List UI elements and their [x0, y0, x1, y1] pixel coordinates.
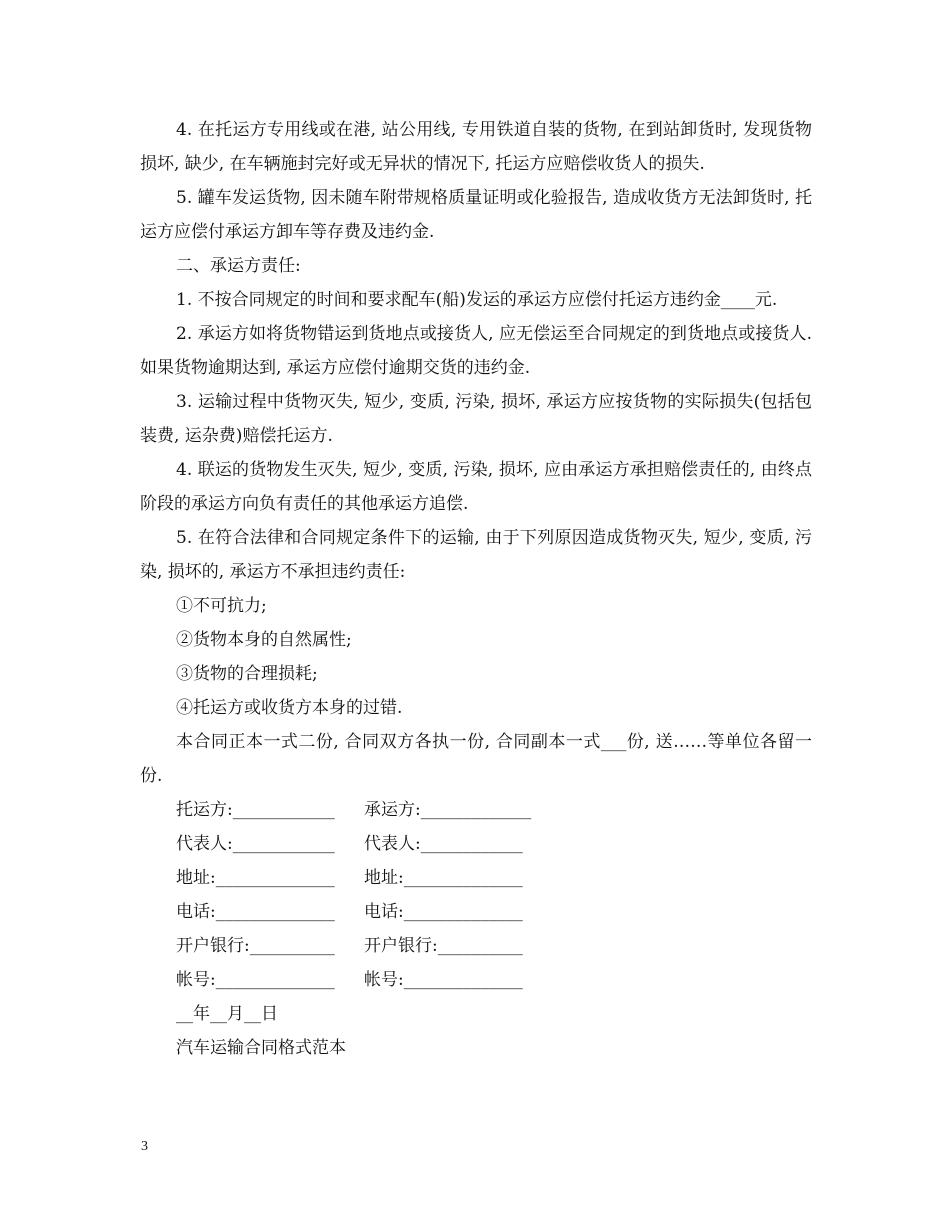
date-line: __年__月__日 — [176, 1004, 278, 1024]
signature-row — [140, 929, 812, 963]
clause-paragraph: 4. 联运的货物发生灭失, 短少, 变质, 污染, 损坏, 应由承运方承担赔偿责任的, 由终点阶段的承运方向负有责任的其他承运方追偿. — [140, 460, 812, 514]
section-heading: 二、承运方责任: — [176, 256, 301, 276]
signature-row — [140, 963, 812, 997]
copies-clause: 本合同正本一式二份, 合同双方各执一份, 合同副本一式___份, 送……等单位各留一份. — [140, 732, 812, 786]
shipper-signature-field: 电话:______________ — [176, 902, 335, 922]
carrier-signature-field: 地址:______________ — [364, 868, 523, 888]
shipper-signature-field: 托运方:____________ — [176, 800, 335, 820]
carrier-signature-field: 电话:______________ — [364, 902, 523, 922]
signature-row — [140, 793, 812, 827]
exemption-item: ③货物的合理损耗; — [176, 664, 318, 684]
document-page — [140, 113, 812, 1065]
shipper-signature-field: 帐号:______________ — [176, 970, 335, 990]
signature-row — [140, 827, 812, 861]
exemption-item: ①不可抗力; — [176, 596, 267, 616]
clause-paragraph: 2. 承运方如将货物错运到货地点或接货人, 应无偿运至合同规定的到货地点或接货人. 如果货物逾期达到, 承运方应偿付逾期交货的违约金. — [140, 324, 812, 378]
shipper-signature-field: 代表人:____________ — [176, 834, 335, 854]
clause-paragraph: 5. 罐车发运货物, 因未随车附带规格质量证明或化验报告, 造成收货方无法卸货时, 托运方应偿付承运方卸车等存费及违约金. — [140, 188, 812, 242]
shipper-signature-field: 开户银行:__________ — [176, 936, 335, 956]
clause-paragraph: 4. 在托运方专用线或在港, 站公用线, 专用铁道自装的货物, 在到站卸货时, 发现货物损坏, 缺少, 在车辆施封完好或无异状的情况下, 托运方应赔偿收货人的损失. — [140, 120, 812, 174]
page-number: 3 — [141, 1139, 148, 1154]
signature-row — [140, 861, 812, 895]
carrier-signature-field: 承运方:_____________ — [364, 800, 532, 820]
exemption-item: ②货物本身的自然属性; — [176, 630, 352, 650]
clause-paragraph: 3. 运输过程中货物灭失, 短少, 变质, 污染, 损坏, 承运方应按货物的实际损失(包括包装费, 运杂费)赔偿托运方. — [140, 392, 812, 446]
carrier-signature-field: 帐号:______________ — [364, 970, 523, 990]
exemption-item: ④托运方或收货方本身的过错. — [176, 698, 403, 718]
carrier-signature-field: 代表人:____________ — [364, 834, 523, 854]
clause-paragraph: 1. 不按合同规定的时间和要求配车(船)发运的承运方应偿付托运方违约金____元. — [176, 290, 778, 310]
carrier-signature-field: 开户银行:__________ — [364, 936, 523, 956]
signature-row — [140, 895, 812, 929]
shipper-signature-field: 地址:______________ — [176, 868, 335, 888]
clause-paragraph: 5. 在符合法律和合同规定条件下的运输, 由于下列原因造成货物灭失, 短少, 变质, 污染, 损坏的, 承运方不承担违约责任: — [140, 528, 812, 582]
next-section-title: 汽车运输合同格式范本 — [176, 1038, 346, 1058]
